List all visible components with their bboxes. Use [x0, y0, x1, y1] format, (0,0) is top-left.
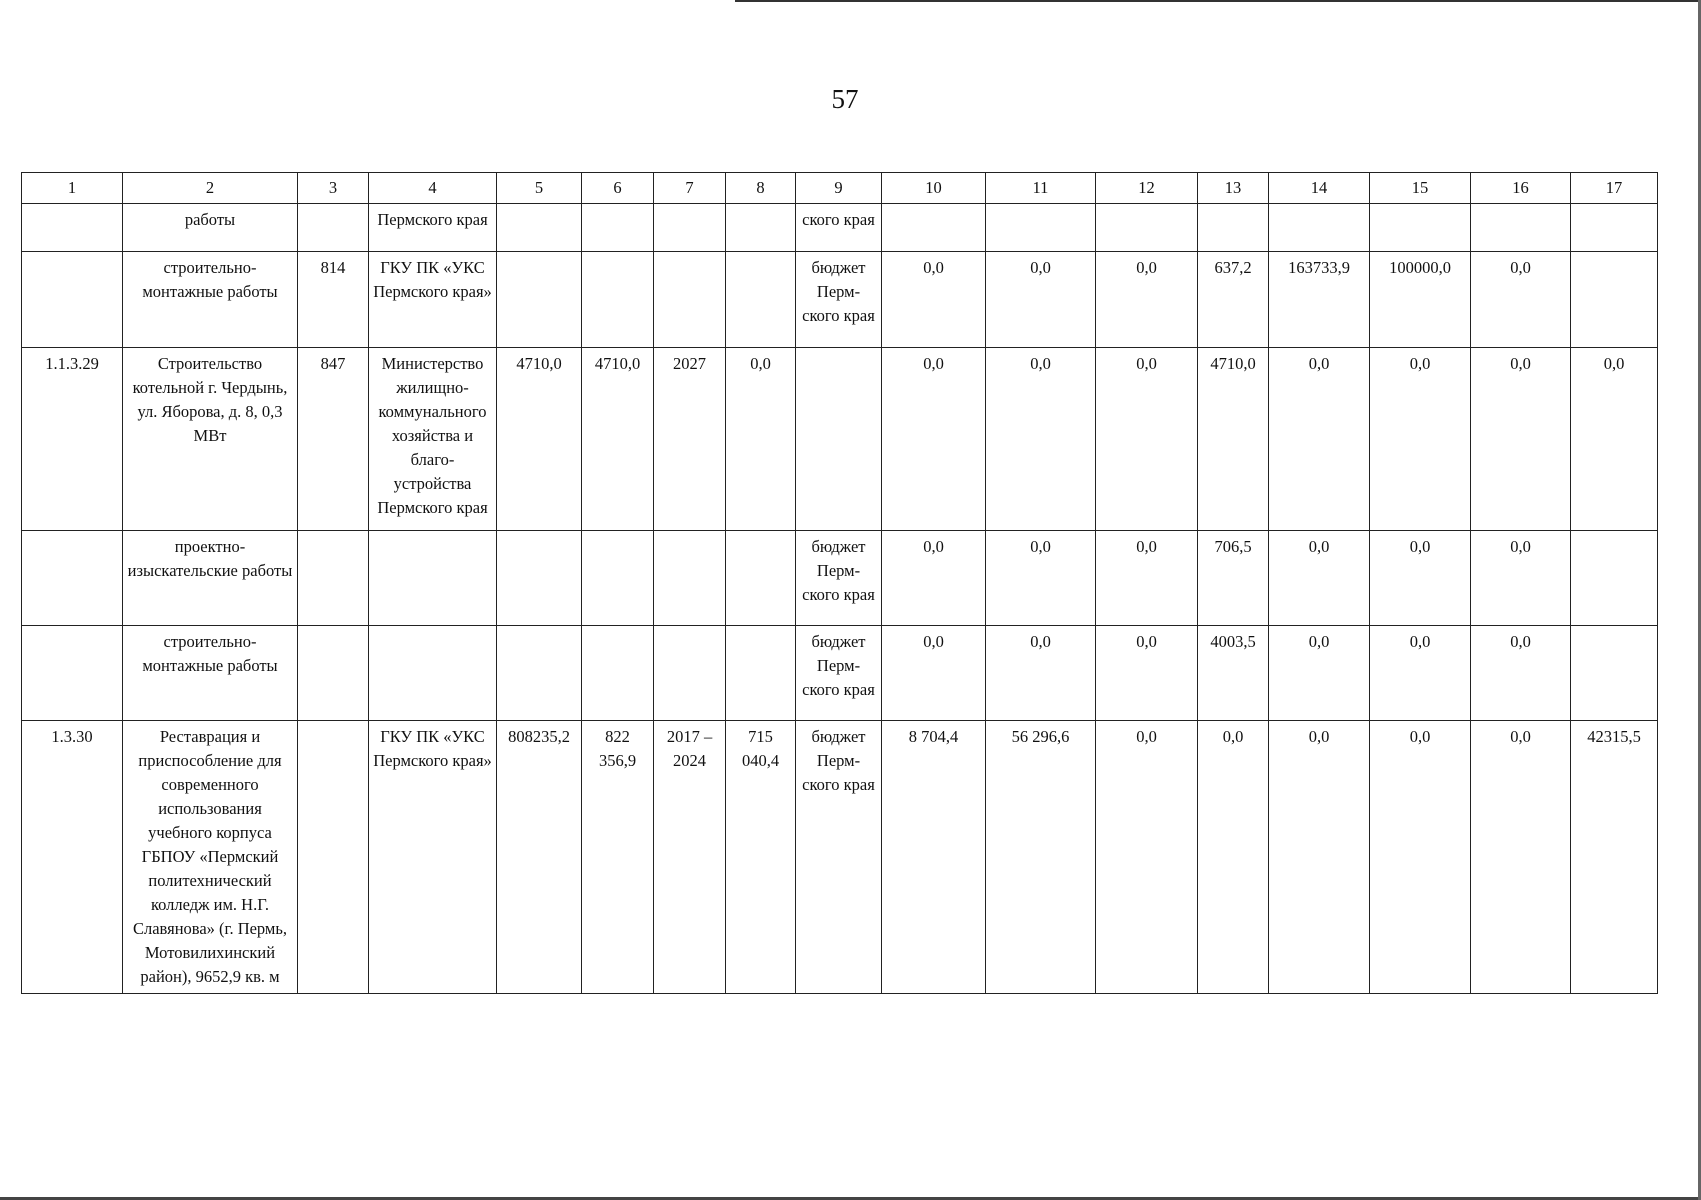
table-cell-col-6 — [582, 531, 654, 626]
table-cell-col-6: 4710,0 — [582, 348, 654, 531]
table-cell-col-9: бюджет Перм-ского края — [796, 721, 882, 994]
table-cell-col-6 — [582, 204, 654, 252]
table-cell-col-16: 0,0 — [1471, 626, 1571, 721]
table-cell-col-3 — [298, 626, 369, 721]
table-cell-col-4: Министерство жилищно-коммунального хозяйства и благо-устройства Пермского края — [369, 348, 497, 531]
table-cell-col-10: 8 704,4 — [882, 721, 986, 994]
table-cell-col-4: ГКУ ПК «УКС Пермского края» — [369, 721, 497, 994]
table-cell-col-7: 2027 — [654, 348, 726, 531]
table-cell-col-16: 0,0 — [1471, 531, 1571, 626]
table-cell-col-1 — [22, 204, 123, 252]
column-header-6: 6 — [582, 173, 654, 204]
table-row — [22, 348, 1658, 531]
column-header-11: 11 — [986, 173, 1096, 204]
table-cell-col-5 — [497, 626, 582, 721]
table-cell-col-3 — [298, 531, 369, 626]
table-row — [22, 626, 1658, 721]
table-cell-col-14: 163733,9 — [1269, 252, 1370, 348]
table-cell-col-9: бюджет Перм-ского края — [796, 531, 882, 626]
table-cell-col-7 — [654, 204, 726, 252]
table-cell-col-14: 0,0 — [1269, 721, 1370, 994]
table-cell-col-15 — [1370, 204, 1471, 252]
data-table — [21, 172, 1658, 994]
table-cell-col-8 — [726, 531, 796, 626]
table-cell-col-12: 0,0 — [1096, 252, 1198, 348]
table-cell-col-11: 0,0 — [986, 626, 1096, 721]
column-header-10: 10 — [882, 173, 986, 204]
column-header-16: 16 — [1471, 173, 1571, 204]
table-cell-col-10: 0,0 — [882, 531, 986, 626]
table-row — [22, 721, 1658, 994]
table-cell-col-5: 808235,2 — [497, 721, 582, 994]
table-cell-col-7: 2017 – 2024 — [654, 721, 726, 994]
table-cell-col-10: 0,0 — [882, 348, 986, 531]
table-cell-col-8: 0,0 — [726, 348, 796, 531]
table-cell-col-12: 0,0 — [1096, 531, 1198, 626]
table-cell-col-6 — [582, 626, 654, 721]
table-cell-col-2: Реставрация и приспособление для современного использования учебного корпуса ГБПОУ «Пермский политехнический колледж им. Н.Г. Славянова» (г. Пермь, Мотовилихинский район), 9652,9 кв. м — [123, 721, 298, 994]
table-cell-col-12: 0,0 — [1096, 626, 1198, 721]
table-cell-col-2: Строительство котельной г. Чердынь, ул. Яборова, д. 8, 0,3 МВт — [123, 348, 298, 531]
table-cell-col-16: 0,0 — [1471, 721, 1571, 994]
table-cell-col-14: 0,0 — [1269, 626, 1370, 721]
table-cell-col-10 — [882, 204, 986, 252]
table-cell-col-4: Пермского края — [369, 204, 497, 252]
table-cell-col-5: 4710,0 — [497, 348, 582, 531]
column-header-17: 17 — [1571, 173, 1658, 204]
table-cell-col-8 — [726, 204, 796, 252]
table-cell-col-9: бюджет Перм-ского края — [796, 252, 882, 348]
table-cell-col-2: строительно-монтажные работы — [123, 252, 298, 348]
table-cell-col-17: 0,0 — [1571, 348, 1658, 531]
table-cell-col-8 — [726, 252, 796, 348]
table-cell-col-16 — [1471, 204, 1571, 252]
table-cell-col-5 — [497, 204, 582, 252]
column-header-7: 7 — [654, 173, 726, 204]
column-header-1: 1 — [22, 173, 123, 204]
table-cell-col-13: 637,2 — [1198, 252, 1269, 348]
table-cell-col-13 — [1198, 204, 1269, 252]
table-cell-col-17: 42315,5 — [1571, 721, 1658, 994]
table-cell-col-16: 0,0 — [1471, 348, 1571, 531]
table-cell-col-14: 0,0 — [1269, 348, 1370, 531]
table-cell-col-3: 847 — [298, 348, 369, 531]
table-cell-col-4: ГКУ ПК «УКС Пермского края» — [369, 252, 497, 348]
table-cell-col-9: ского края — [796, 204, 882, 252]
column-header-12: 12 — [1096, 173, 1198, 204]
table-cell-col-2: строительно-монтажные работы — [123, 626, 298, 721]
table-cell-col-11: 0,0 — [986, 531, 1096, 626]
table-cell-col-12: 0,0 — [1096, 348, 1198, 531]
table-cell-col-3 — [298, 204, 369, 252]
table-cell-col-6 — [582, 252, 654, 348]
table-cell-col-12: 0,0 — [1096, 721, 1198, 994]
table-cell-col-3 — [298, 721, 369, 994]
column-header-14: 14 — [1269, 173, 1370, 204]
table-cell-col-1 — [22, 531, 123, 626]
table-cell-col-6: 822 356,9 — [582, 721, 654, 994]
table-cell-col-14: 0,0 — [1269, 531, 1370, 626]
table-cell-col-17 — [1571, 626, 1658, 721]
table-cell-col-10: 0,0 — [882, 626, 986, 721]
table-cell-col-8: 715 040,4 — [726, 721, 796, 994]
table-cell-col-13: 0,0 — [1198, 721, 1269, 994]
column-header-3: 3 — [298, 173, 369, 204]
table-cell-col-11: 56 296,6 — [986, 721, 1096, 994]
table-cell-col-14 — [1269, 204, 1370, 252]
table-cell-col-16: 0,0 — [1471, 252, 1571, 348]
column-header-13: 13 — [1198, 173, 1269, 204]
table-cell-col-9: бюджет Перм-ского края — [796, 626, 882, 721]
column-number-row — [22, 173, 1658, 204]
table-cell-col-8 — [726, 626, 796, 721]
table-cell-col-15: 0,0 — [1370, 721, 1471, 994]
table-cell-col-7 — [654, 531, 726, 626]
table-cell-col-17 — [1571, 252, 1658, 348]
table-cell-col-11: 0,0 — [986, 252, 1096, 348]
table-cell-col-9 — [796, 348, 882, 531]
table-cell-col-13: 4710,0 — [1198, 348, 1269, 531]
table-cell-col-15: 0,0 — [1370, 626, 1471, 721]
table-cell-col-17 — [1571, 204, 1658, 252]
table-cell-col-1: 1.3.30 — [22, 721, 123, 994]
scan-edge-top — [735, 0, 1701, 2]
table-cell-col-15: 0,0 — [1370, 348, 1471, 531]
table-cell-col-11: 0,0 — [986, 348, 1096, 531]
column-header-15: 15 — [1370, 173, 1471, 204]
table-cell-col-7 — [654, 252, 726, 348]
table-cell-col-10: 0,0 — [882, 252, 986, 348]
table-cell-col-11 — [986, 204, 1096, 252]
table-row — [22, 204, 1658, 252]
table-cell-col-5 — [497, 531, 582, 626]
table-cell-col-17 — [1571, 531, 1658, 626]
table-cell-col-13: 4003,5 — [1198, 626, 1269, 721]
table-cell-col-1: 1.1.3.29 — [22, 348, 123, 531]
table-cell-col-2: проектно-изыскательские работы — [123, 531, 298, 626]
table-cell-col-12 — [1096, 204, 1198, 252]
page-number: 57 — [831, 84, 859, 114]
table-cell-col-13: 706,5 — [1198, 531, 1269, 626]
column-header-2: 2 — [123, 173, 298, 204]
table-cell-col-15: 100000,0 — [1370, 252, 1471, 348]
table-cell-col-1 — [22, 626, 123, 721]
column-header-5: 5 — [497, 173, 582, 204]
table-cell-col-15: 0,0 — [1370, 531, 1471, 626]
table-row — [22, 252, 1658, 348]
column-header-4: 4 — [369, 173, 497, 204]
table-cell-col-5 — [497, 252, 582, 348]
column-header-9: 9 — [796, 173, 882, 204]
column-header-8: 8 — [726, 173, 796, 204]
table-cell-col-3: 814 — [298, 252, 369, 348]
table-cell-col-7 — [654, 626, 726, 721]
table-cell-col-2: работы — [123, 204, 298, 252]
table-cell-col-1 — [22, 252, 123, 348]
table-cell-col-4 — [369, 626, 497, 721]
table-row — [22, 531, 1658, 626]
table-body — [22, 204, 1658, 994]
table-cell-col-4 — [369, 531, 497, 626]
